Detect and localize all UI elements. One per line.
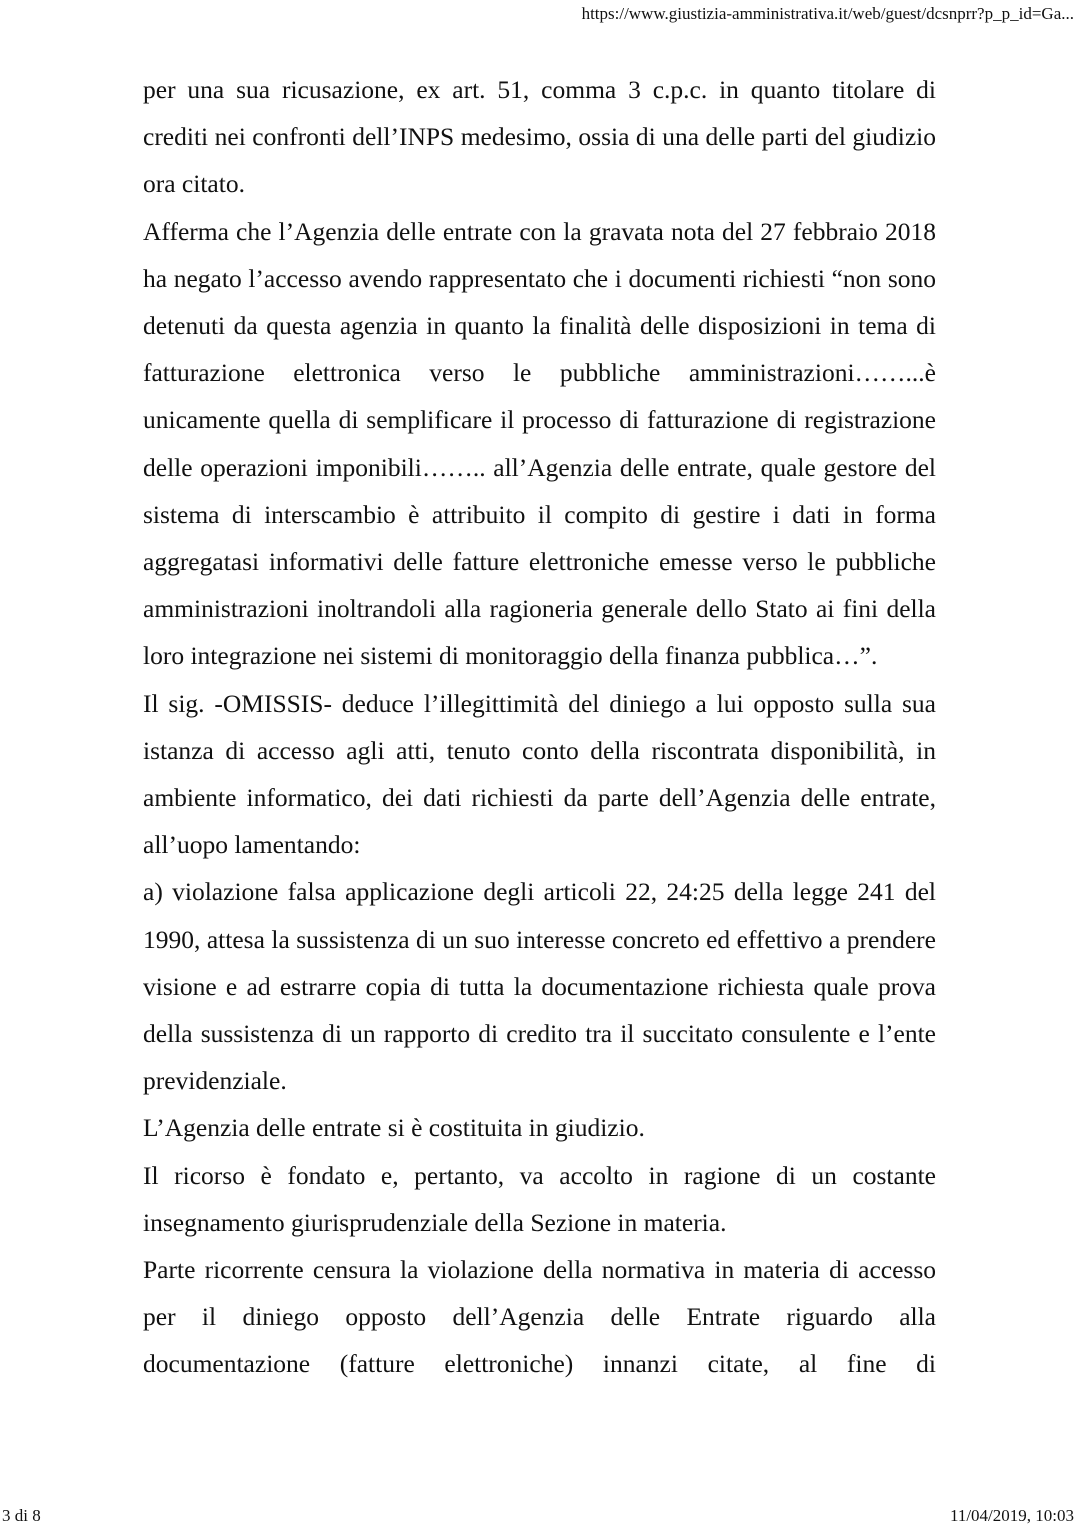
document-body	[143, 66, 936, 1388]
paragraph-ricusazione: per una sua ricusazione, ex art. 51, comma 3 c.p.c. in quanto titolare di crediti nei confronti dell’INPS medesimo, ossia di una delle parti del giudizio ora citato.	[143, 75, 936, 199]
paragraph-ricorso-fondato: Il ricorso è fondato e, pertanto, va accolto in ragione di un costante insegnamento giurisprudenziale della Sezione in materia.	[143, 1160, 936, 1237]
paragraph-violazione-a: a) violazione falsa applicazione degli articoli 22, 24:25 della legge 241 del 1990, attesa la sussistenza di un suo interesse concreto ed effettivo a prendere visione e ad estrarre copia di tutta la documentazione richiesta quale prova della sussistenza di un rapporto di credito tra il succitato consulente e l’ente previdenziale.	[143, 877, 936, 1096]
print-header-url: https://www.giustizia-amministrativa.it/web/guest/dcsnprr?p_p_id=Ga...	[581, 4, 1074, 23]
paragraph-parte-ricorrente: Parte ricorrente censura la violazione della normativa in materia di accesso per il diniego opposto dell’Agenzia delle Entrate riguardo alla documentazione (fatture elettroniche) innanzi citate, al fine di	[143, 1255, 936, 1379]
print-datetime: 11/04/2019, 10:03	[949, 1506, 1074, 1525]
page-number: 3 di 8	[2, 1506, 41, 1525]
paragraph-agenzia-afferma: Afferma che l’Agenzia delle entrate con la gravata nota del 27 febbraio 2018 ha negato l’accesso avendo rappresentato che i documenti richiesti “non sono detenuti da questa agenzia in quanto la finalità delle disposizioni in tema di fatturazione elettronica verso le pubbliche amministrazioni……...è unicamente quella di semplificare il processo di fatturazione di registrazione delle operazioni imponibili…….. all’Agenzia delle entrate, quale gestore del sistema di interscambio è attribuito il compito di gestire i dati in forma aggregatasi informativi delle fatture elettroniche emesse verso le pubbliche amministrazioni inoltrandoli alla ragioneria generale dello Stato ai fini della loro integrazione nei sistemi di monitoraggio della finanza pubblica…”.	[143, 216, 936, 671]
paragraph-costituita: L’Agenzia delle entrate si è costituita in giudizio.	[143, 1113, 645, 1143]
paragraph-omissis-deduce: Il sig. -OMISSIS- deduce l’illegittimità del diniego a lui opposto sulla sua istanza di accesso agli atti, tenuto conto della riscontrata disponibilità, in ambiente informatico, dei dati richiesti da parte dell’Agenzia delle entrate, all’uopo lamentando:	[143, 688, 936, 860]
